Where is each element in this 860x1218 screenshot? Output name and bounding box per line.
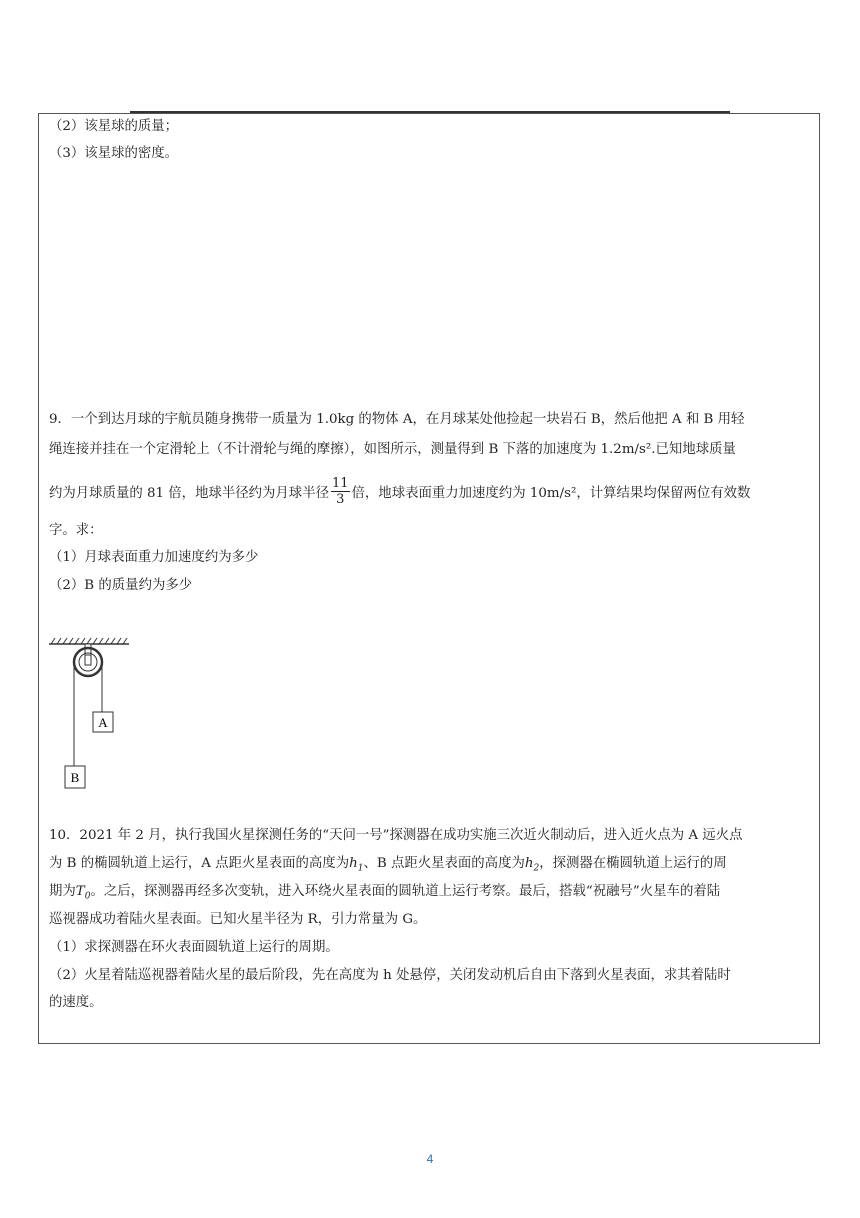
fraction-numerator: 11 [331,476,349,491]
q10-line4: 巡视器成功着陆火星表面。已知火星半径为 R，引力常量为 G。 [49,912,427,927]
q8-sub2: （2）该星球的质量； [49,119,179,134]
block-b [65,766,85,788]
q10-line2 [49,855,727,878]
q10-line3-b: 。之后，探测器再经多次变轨，进入环绕火星表面的圆轨道上运行考察。最后，搭载“祝融号”火星车的着陆 [90,884,721,899]
page-number: 4 [426,1152,434,1166]
q9-line2: 绳连接并挂在一个定滑轮上（不计滑轮与绳的摩擦），如图所示，测量得到 B 下落的加速度为 1.2m/s².已知地球质量 [49,442,736,457]
q10-line2-c: ，探测器在椭圆轨道上运行的周 [539,856,727,871]
q9-line1: 9．一个到达月球的宇航员随身携带一质量为 1.0kg 的物体 A，在月球某处他捡起一块岩石 B，然后他把 A 和 B 用轻 [49,412,745,427]
q9-line3-b: 倍，地球表面重力加速度约为 10m/s²，计算结果均保留两位有效数 [351,486,751,501]
q10-sub2: （2）火星着陆巡视器着陆火星的最后阶段，先在高度为 h 处悬停，关闭发动机后自由下落到火星表面，求其着陆时 [49,968,731,983]
block-b-label: B [70,770,80,785]
var-t0-letter: T [75,884,85,899]
fraction-denominator: 3 [336,492,345,507]
q10-line2-a: 为 B 的椭圆轨道上运行，A 点距火星表面的高度为 [49,856,350,871]
var-h1-letter: h [349,856,358,871]
ceiling-hatching [49,638,129,644]
q10-line3 [49,883,720,906]
q10-line2-b: 、B 点距火星表面的高度为 [363,856,525,871]
var-t0 [75,884,91,902]
q9-sub1: （1）月球表面重力加速度约为多少 [49,550,259,565]
var-h1-sub: 1 [357,863,364,874]
q9-sub2: （2）B 的质量约为多少 [49,578,193,593]
q8-sub3: （3）该星球的密度。 [49,146,179,161]
pulley-diagram [49,634,149,794]
var-h2-sub: 2 [533,863,540,874]
q9-line3-a: 约为月球质量的 81 倍，地球半径约为月球半径 [49,486,329,501]
q10-line3-a: 期为 [49,884,76,899]
q9-line3 [49,478,750,509]
var-h2-letter: h [524,856,534,871]
var-t0-sub: 0 [84,891,91,902]
q10-sub2-cont: 的速度。 [49,995,103,1010]
q10-line1: 10．2021 年 2 月，执行我国火星探测任务的“天问一号”探测器在成功实施三次近火制动后，进入近火点为 A 远火点 [49,828,743,843]
block-a [93,712,113,732]
fraction-11-3 [331,476,350,507]
q9-line4: 字。求： [49,523,103,538]
question-box [38,113,820,1044]
q10-sub1: （1）求探测器在环火表面圆轨道上运行的周期。 [49,940,339,955]
var-h1 [349,856,364,874]
block-a-label: A [98,715,108,730]
pulley-wheel [74,644,102,676]
var-h2 [524,856,540,874]
